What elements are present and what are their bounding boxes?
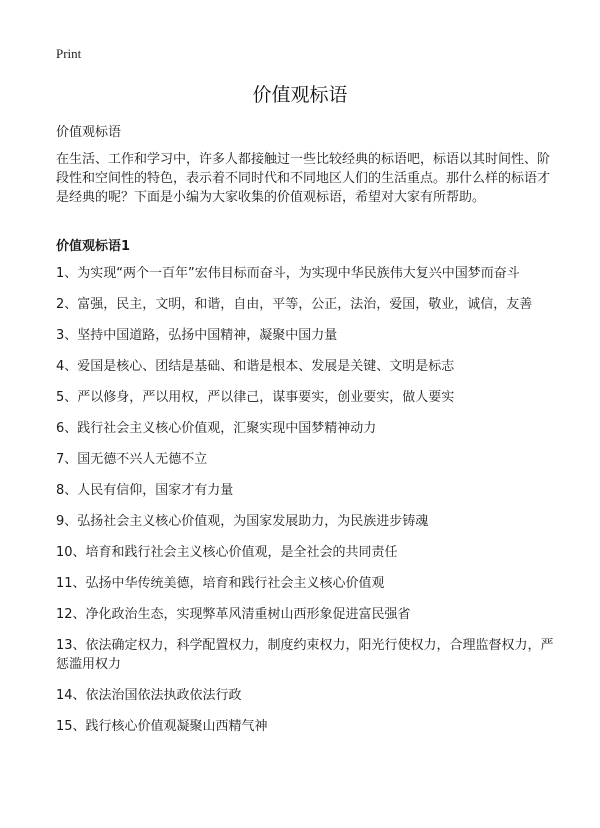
intro-paragraph: 在生活、工作和学习中，许多人都接触过一些比较经典的标语吧，标语以其时间性、阶段性和空间性的特色，表示着不同时代和不同地区人们的生活重点。那什么样的标语才是经典的呢？下面是小编为大家收集的价值观标语，希望对大家有所帮助。 — [56, 152, 551, 205]
list-item: 13、依法确定权力，科学配置权力，制度约束权力，阳光行使权力，合理监督权力，严惩滥用权力 — [56, 638, 554, 672]
list-item: 11、弘扬中华传统美德，培育和践行社会主义核心价值观 — [56, 576, 385, 591]
list-item: 8、人民有信仰，国家才有力量 — [56, 483, 234, 498]
document-subtitle: 价值观标语 — [56, 125, 122, 140]
list-item: 6、践行社会主义核心价值观，汇聚实现中国梦精神动力 — [56, 421, 377, 436]
list-item: 1、为实现“两个一百年”宏伟目标而奋斗，为实现中华民族伟大复兴中国梦而奋斗 — [56, 266, 520, 281]
list-item: 3、坚持中国道路，弘扬中国精神，凝聚中国力量 — [56, 328, 338, 343]
list-item: 12、净化政治生态，实现弊革风清重树山西形象促进富民强省 — [56, 607, 411, 622]
print-link[interactable]: Print — [56, 46, 82, 61]
list-item: 14、依法治国依法执政依法行政 — [56, 688, 242, 703]
list-item: 9、弘扬社会主义核心价值观，为国家发展助力，为民族进步铸魂 — [56, 514, 429, 529]
list-item: 15、践行核心价值观凝聚山西精气神 — [56, 719, 268, 734]
list-item: 4、爱国是核心、团结是基础、和谐是根本、发展是关键、文明是标志 — [56, 359, 455, 374]
list-item: 10、培育和践行社会主义核心价值观，是全社会的共同责任 — [56, 545, 398, 560]
slogan-list — [56, 264, 556, 748]
list-item: 5、严以修身，严以用权，严以律己，谋事要实，创业要实，做人要实 — [56, 390, 455, 405]
document-title: 价值观标语 — [252, 84, 348, 106]
section-heading: 价值观标语1 — [56, 239, 131, 254]
list-item: 2、富强，民主，文明，和谐，自由，平等，公正，法治，爱国，敬业，诚信，友善 — [56, 297, 533, 312]
list-item: 7、国无德不兴人无德不立 — [56, 452, 208, 467]
